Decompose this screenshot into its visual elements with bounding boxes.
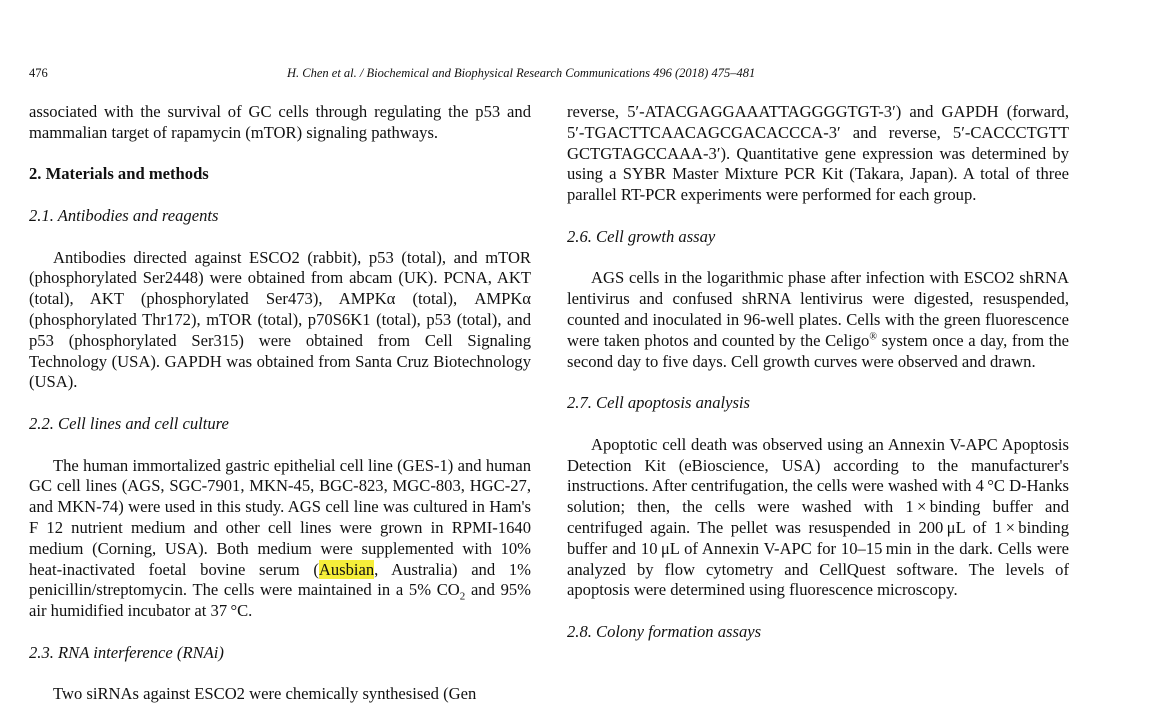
section-2-6-heading: 2.6. Cell growth assay	[567, 226, 716, 246]
highlighted-word: Ausbian	[318, 559, 375, 579]
s26-text-b: system once a day, from the second day to five days. Cell growth curves were observed and drawn.	[567, 330, 1069, 371]
section-2-7-heading: 2.7. Cell apoptosis analysis	[567, 393, 751, 413]
right-column	[567, 102, 1069, 643]
running-title: H. Chen et al. / Biochemical and Biophysical Research Communications 496 (2018) 475–481	[287, 66, 756, 80]
section-2-6-paragraph	[567, 268, 1069, 372]
s22-text-c: and 95% air humidified incubator at 37 °C.	[29, 580, 531, 621]
section-2-2-heading: 2.2. Cell lines and cell culture	[29, 413, 229, 433]
section-2-1-paragraph: Antibodies directed against ESCO2 (rabbit), p53 (total), and mTOR (phosphorylated Ser2448) were obtained from abcam (UK). PCNA, AKT (total), AKT (phosphorylated Ser473), AMPKα (total), AMPKα (phosphorylated Thr172), mTOR (total), p70S6K1 (total), p53 (total), and p53 (phosphorylated Ser315) were obtained from Cell Signaling Technology (USA). GAPDH was obtained from Santa Cruz Biotechnology (USA).	[29, 247, 531, 392]
section-2-8-heading: 2.8. Colony formation assays	[567, 621, 762, 641]
intro-paragraph-end: associated with the survival of GC cells through regulating the p53 and mammalian target of rapamycin (mTOR) signaling pathways.	[29, 102, 531, 142]
section-2-3-paragraph: Two siRNAs against ESCO2 were chemically synthesised (Gen	[53, 684, 477, 704]
s26-text-a: AGS cells in the logarithmic phase after infection with ESCO2 shRNA lentivirus and confused shRNA lentivirus were digested, resuspended, counted and inoculated in 96-well plates. Cells with the green fluorescence were taken photos and counted by the Celigo	[567, 268, 1069, 350]
page-number: 476	[29, 66, 48, 80]
section-2-2-paragraph	[29, 456, 531, 622]
section-2-7-paragraph: Apoptotic cell death was observed using an Annexin V-APC Apoptosis Detection Kit (eBioscience, USA) according to the manufacturer's instructions. After centrifugation, the cells were washed with 4 °C D-Hanks solution; then, the cells were washed with 1 × binding buffer and centrifuged again. The pellet was resuspended in 200 μL of 1 × binding buffer and 10 μL of Annexin V-APC for 10–15 min in the dark. Cells were analyzed by flow cytometry and CellQuest software. The levels of apoptosis were determined using fluorescence microscopy.	[567, 434, 1069, 600]
s22-text-b: , Australia) and 1% penicillin/streptomycin. The cells were maintained in a 5% CO	[29, 559, 531, 600]
left-column	[29, 102, 531, 705]
page-header	[29, 66, 1069, 84]
section-2-1-heading: 2.1. Antibodies and reagents	[29, 205, 219, 225]
co2-subscript: 2	[459, 590, 466, 603]
section-2-heading: 2. Materials and methods	[29, 164, 209, 184]
registered-mark: ®	[869, 331, 877, 343]
s22-text-a: The human immortalized gastric epithelial cell line (GES-1) and human GC cell lines (AGS, SGC-7901, MKN-45, BGC-823, MGC-803, HGC-27, and MKN-74) were used in this study. AGS cell line was cultured in Ham's F 12 nutrient medium and other cell lines were grown in RPMI-1640 medium (Corning, USA). Both medium were supplemented with 10% heat-inactivated foetal bovine serum (	[29, 455, 531, 579]
section-2-3-heading: 2.3. RNA interference (RNAi)	[29, 642, 224, 662]
rtpcr-paragraph-end: reverse, 5′-ATACGAGGAAATTAGGGGTGT-3′) and GAPDH (forward, 5′-TGACTTCAACAGCGACACCCA-3′ and reverse, 5′-CACCCTGTT GCTGTAGCCAAA-3′). Quantitative gene expression was determined by using a SYBR Master Mixture PCR Kit (Takara, Japan). A total of three parallel RT-PCR experiments were performed for each group.	[567, 102, 1069, 205]
